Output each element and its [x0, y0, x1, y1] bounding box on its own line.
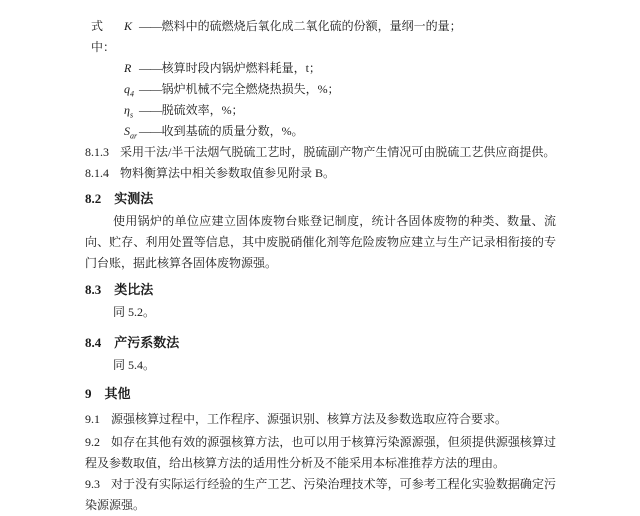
- clause-text: 采用干法/半干法烟气脱硫工艺时，脱硫副产物产生情况可由脱硫工艺供应商提供。: [120, 145, 556, 159]
- formula-variable-list: [85, 16, 556, 142]
- clause-9-2: [85, 432, 556, 474]
- variable-symbol: [124, 16, 139, 37]
- section-heading-8-3: [85, 279, 556, 300]
- section-8-2-paragraph: 使用锅炉的单位应建立固体废物台账登记制度，统计各固体废物的种类、数量、流向、贮存、利用处置等信息，其中废脱硝催化剂等危险废物应建立与生产记录相衔接的专门台账，据此核算各固体废物源强。: [85, 214, 556, 270]
- variable-definition: 脱硫效率，%；: [161, 103, 244, 117]
- symbol-letter: R: [124, 61, 132, 75]
- symbol-letter: S: [124, 124, 130, 138]
- clause-number: 9.3: [85, 477, 100, 491]
- variable-symbol: [124, 79, 139, 100]
- clause-number: 9.2: [85, 435, 100, 449]
- clause-text: 如存在其他有效的源强核算方法，也可以用于核算污染源源强，但须提供源强核算过程及参数取值，给出核算方法的适用性分析及不能采用本标准推荐方法的理由。: [85, 435, 556, 470]
- variable-definition: 收到基硫的质量分数，%。: [161, 124, 304, 138]
- symbol-subscript: ar: [130, 131, 138, 141]
- section-8-4-paragraph: 同 5.4。: [113, 358, 156, 372]
- section-heading-8-4: [85, 332, 556, 353]
- section-number: 8.4: [85, 335, 102, 350]
- clause-8-1-4: [85, 163, 556, 184]
- symbol-letter: K: [124, 19, 133, 33]
- definition-dash: ——: [139, 61, 162, 75]
- section-number: 9: [85, 386, 92, 401]
- variable-definition: 锅炉机械不完全燃烧热损失，%；: [161, 82, 340, 96]
- variable-definition-row: [85, 121, 556, 142]
- clause-9-1: [85, 409, 556, 430]
- definition-dash: ——: [139, 124, 162, 138]
- section-heading-8-2: [85, 188, 556, 209]
- definition-dash: ——: [139, 19, 162, 33]
- clause-number: 8.1.3: [85, 145, 109, 159]
- clause-text: 对于没有实际运行经验的生产工艺、污染治理技术等，可参考工程化实验数据确定污染源源强。: [85, 477, 556, 512]
- variable-definition-row: [85, 79, 556, 100]
- symbol-letter: η: [124, 103, 130, 117]
- section-title: 其他: [104, 386, 131, 401]
- symbol-subscript: 4: [130, 89, 134, 99]
- symbol-subscript: s: [129, 110, 134, 120]
- variable-symbol: [124, 100, 139, 121]
- variable-definition-row: [85, 100, 556, 121]
- section-title: 实测法: [114, 191, 154, 206]
- variable-symbol: [124, 121, 139, 142]
- section-title: 类比法: [114, 282, 154, 297]
- clause-number: 8.1.4: [85, 166, 109, 180]
- definition-dash: ——: [139, 82, 162, 96]
- section-8-3-paragraph: 同 5.2。: [113, 305, 156, 319]
- variable-definition-row: [85, 16, 556, 58]
- clause-9-3: [85, 474, 556, 516]
- formula-where-label: 式中：: [91, 19, 116, 54]
- variable-symbol: [124, 58, 139, 79]
- section-title: 产污系数法: [114, 335, 180, 350]
- symbol-letter: q: [124, 82, 130, 96]
- clause-text: 源强核算过程中，工作程序、源强识别、核算方法及参数选取应符合要求。: [111, 412, 508, 426]
- clause-number: 9.1: [85, 412, 100, 426]
- clause-8-1-3: [85, 142, 556, 163]
- section-number: 8.2: [85, 191, 102, 206]
- variable-definition: 核算时段内锅炉燃料耗量，t；: [161, 61, 321, 75]
- section-heading-9: [85, 383, 556, 404]
- variable-definition-row: [85, 58, 556, 79]
- definition-dash: ——: [139, 103, 162, 117]
- clause-text: 物料衡算法中相关参数取值参见附录 B。: [120, 166, 336, 180]
- variable-definition: 燃料中的硫燃烧后氧化成二氧化硫的份额，量纲一的量；: [161, 19, 462, 33]
- section-number: 8.3: [85, 282, 102, 297]
